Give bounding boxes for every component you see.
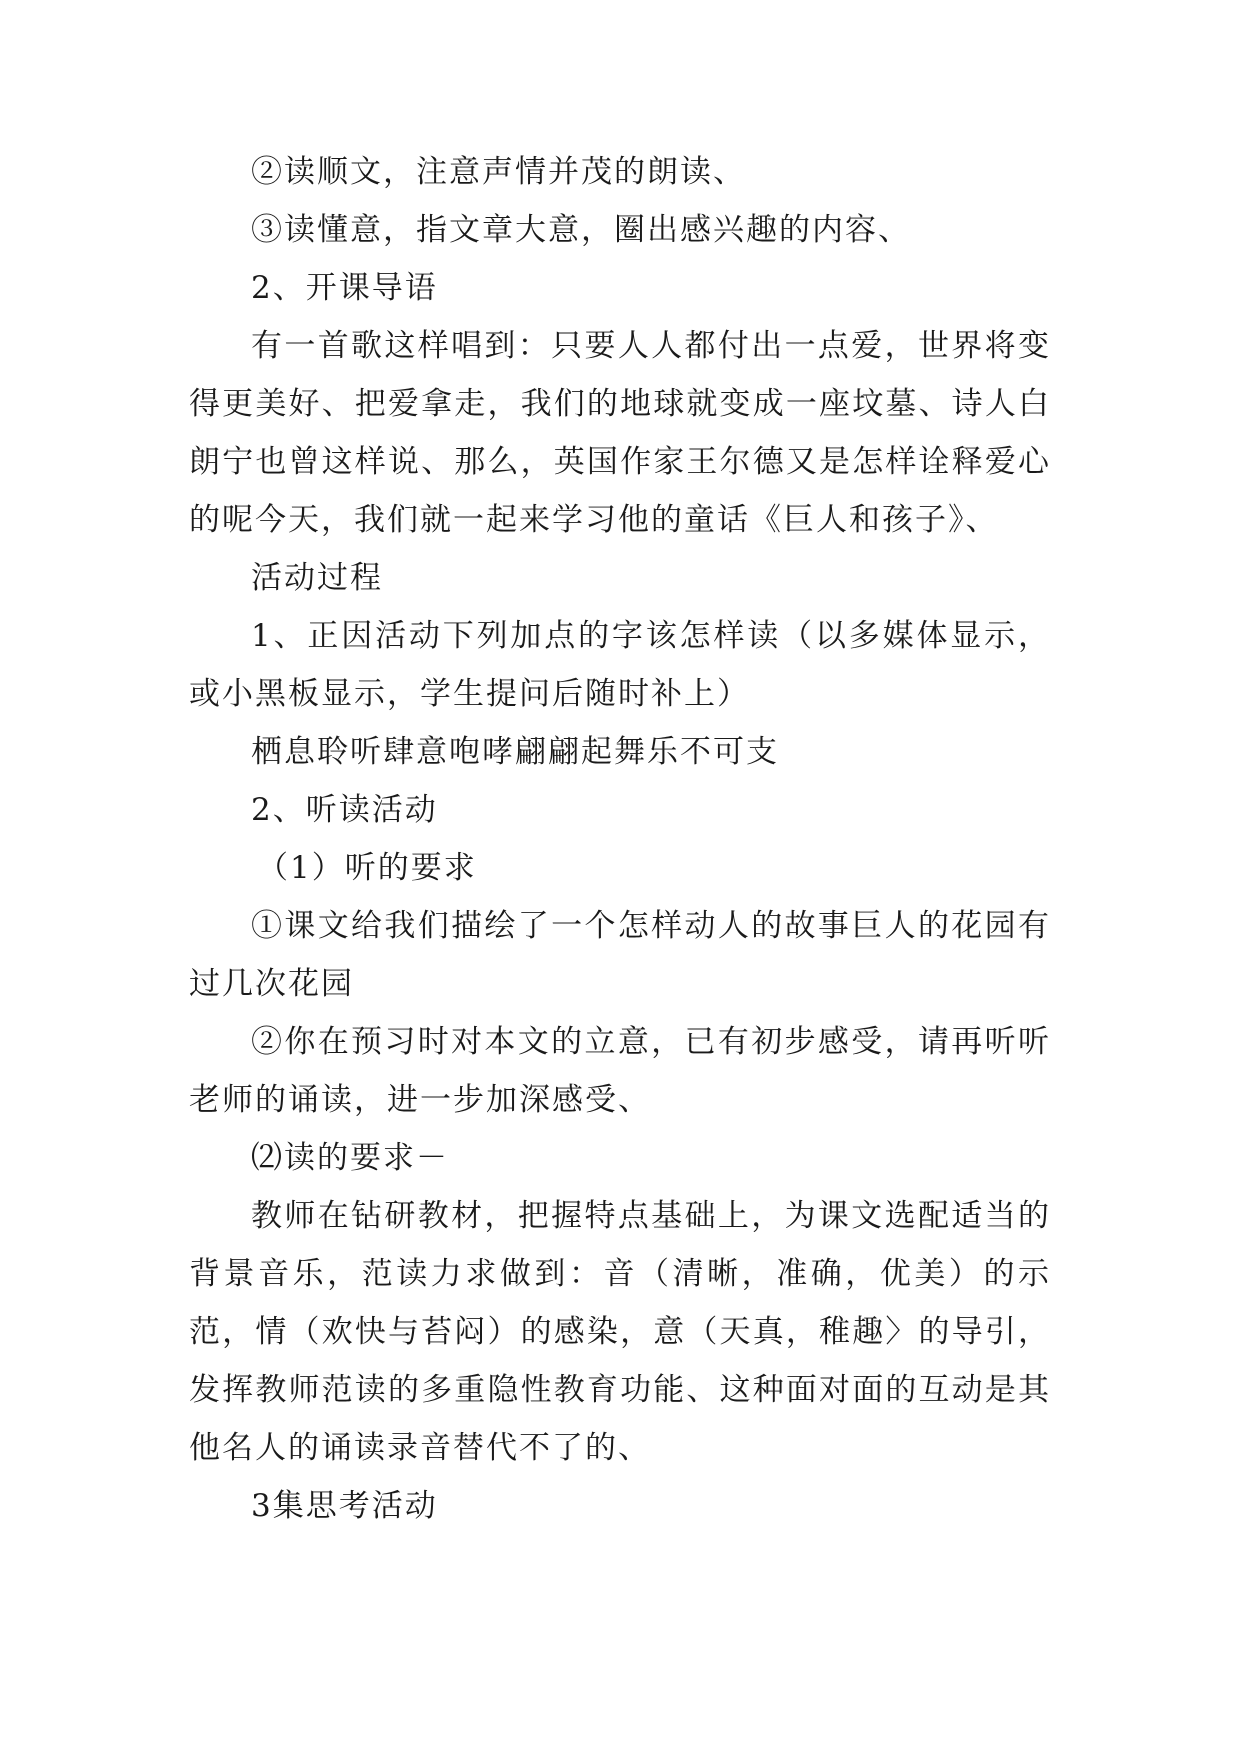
paragraph-teacher-reading: 教师在钻研教材，把握特点基础上，为课文选配适当的背景音乐，范读力求做到：音（清晰，准确，优美）的示范，情（欢快与苔闷）的感染，意（天真，稚趣〉的导引，发挥教师范读的多重隐性教育功能、这种面对面的互动是其他名人的诵读录音替代不了的、 <box>189 1198 1051 1466</box>
heading-thinking-activity: 3集思考活动 <box>251 1488 438 1524</box>
heading-activity-process: 活动过程 <box>251 560 383 596</box>
heading-listening-activity: 2、听读活动 <box>251 792 438 828</box>
paragraph-listening-question-2: ②你在预习时对本文的立意，已有初步感受，请再听听老师的诵读，进一步加深感受、 <box>189 1024 1051 1118</box>
document-body <box>189 143 1051 1535</box>
paragraph-opening-remarks: 有一首歌这样唱到：只要人人都付出一点爱，世界将变得更美好、把爱拿走，我们的地球就变成一座坟墓、诗人白朗宁也曾这样说、那么，英国作家王尔德又是怎样诠释爱心的呢今天，我们就一起来学习他的童话《巨人和孩子》、 <box>189 328 1051 538</box>
subheading-reading-requirements: ⑵读的要求－ <box>251 1140 449 1176</box>
paragraph-pronunciation-activity: 1、正因活动下列加点的字该怎样读（以多媒体显示，或小黑板显示，学生提问后随时补上） <box>189 618 1051 712</box>
paragraph-listening-question-1: ①课文给我们描绘了一个怎样动人的故事巨人的花园有过几次花园 <box>189 908 1051 1002</box>
paragraph-read-smooth: ②读顺文，注意声情并茂的朗读、 <box>251 154 746 190</box>
heading-opening-remarks: 2、开课导语 <box>251 270 438 306</box>
paragraph-vocabulary-words: 栖息聆听肆意咆哮翩翩起舞乐不可支 <box>251 734 779 770</box>
subheading-listening-requirements: （1）听的要求 <box>257 850 477 886</box>
paragraph-read-meaning: ③读懂意，指文章大意，圈出感兴趣的内容、 <box>251 212 911 248</box>
